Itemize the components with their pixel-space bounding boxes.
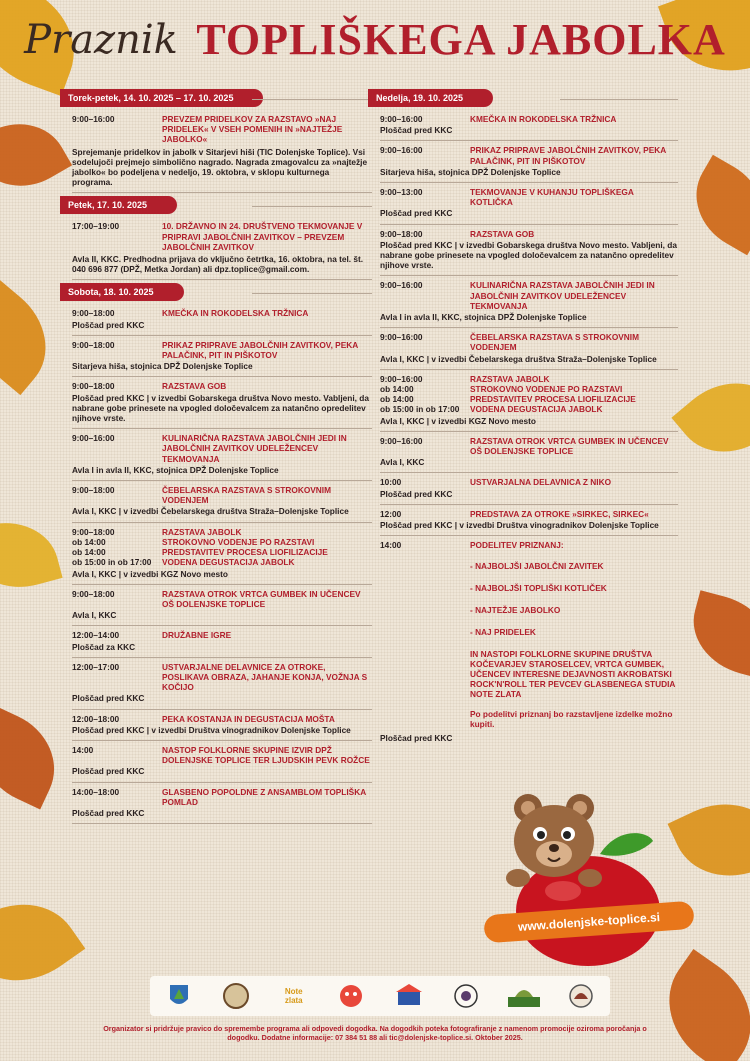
website-badge[interactable]: www.dolenjske-toplice.si xyxy=(483,901,694,944)
event-item xyxy=(380,225,678,277)
event-place: Ploščad pred KKC xyxy=(72,766,145,777)
award-note: Po podelitvi priznanj bo razstavljene izdelke možno kupiti. xyxy=(470,709,673,730)
event-place: Avla I in avla II, KKC, stojnica DPŽ Dolenjske Toplice xyxy=(380,312,587,323)
event-item xyxy=(72,658,372,710)
event-item xyxy=(72,626,372,657)
logo-vinogradniki-icon xyxy=(449,982,483,1010)
event-place: Avla I, KKC | v izvedbi KGZ Novo mesto xyxy=(72,568,228,579)
day-label: Torek-petek, 14. 10. 2025 – 17. 10. 2025 xyxy=(60,89,263,107)
event-time: 9:00–18:00 xyxy=(380,228,423,239)
event-title: RAZSTAVA GOB xyxy=(162,381,227,392)
event-time: 9:00–16:00 xyxy=(380,332,423,343)
event-title: DRUŽABNE IGRE xyxy=(162,630,232,641)
event-time: 14:00–18:00 xyxy=(72,786,120,797)
event-title: RAZSTAVA OTROK VRTCA GUMBEK IN UČENCEV OŠ DOLENJSKE TOPLICE xyxy=(162,588,361,609)
event-place: Sitarjeva hiša, stojnica DPŽ Dolenjske Toplice xyxy=(380,166,561,177)
logo-kgz-icon xyxy=(564,982,598,1010)
event-title: RAZSTAVA OTROK VRTCA GUMBEK IN UČENCEV OŠ DOLENJSKE TOPLICE xyxy=(470,435,669,457)
event-item xyxy=(72,481,372,523)
event-place: Ploščad pred KKC xyxy=(72,319,145,330)
event-item xyxy=(380,328,678,370)
event-place: Ploščad pred KKC | v izvedbi Društva vinogradnikov Dolenjske Toplice xyxy=(380,520,659,531)
event-title: USTVARJALNE DELAVNICE ZA OTROKE, POSLIKAVA OBRAZA, JAHANJE KONJA, VOŽNJA S KOČIJO xyxy=(162,661,368,693)
event-item xyxy=(72,377,372,429)
logo-note-zlata: Note zlata xyxy=(284,987,303,1005)
event-title: KULINARIČNA RAZSTAVA JABOLČNIH JEDI IN JABOLČNIH ZAVITKOV UDELEŽENCEV TEKMOVANJA xyxy=(162,433,347,464)
sponsor-logos xyxy=(150,976,610,1016)
event-time: 9:00–18:00 ob 14:00 ob 14:00 ob 15:00 in ob 17:00 xyxy=(72,526,152,568)
footer-note: Organizator si pridržuje pravico do spremembe programa ali odpovedi dogodka. Na dogodkih poteka fotografiranje z namenom promocije oziroma poročanja o dogodku. Dodatne informacije: 07 384 51 88 ali tic@dolenjske-toplice.si. Oktober 2025. xyxy=(103,1024,647,1042)
day-header xyxy=(68,195,372,217)
event-list xyxy=(72,304,372,824)
event-time: 9:00–18:00 xyxy=(72,588,115,599)
logo-school-icon xyxy=(392,982,426,1010)
event-title: NASTOP FOLKLORNE SKUPINE IZVIR DPŽ DOLENJSKE TOPLICE TER LJUDSKIH PEVK ROŽCE xyxy=(162,744,370,766)
event-place: Avla I, KKC xyxy=(72,610,117,621)
event-place: Avla I, KKC | v izvedbi KGZ Novo mesto xyxy=(380,415,536,426)
event-title: PRIKAZ PRIPRAVE JABOLČNIH ZAVITKOV, PEKA PALAČINK, PIT IN PIŠKOTOV xyxy=(162,339,358,361)
event-item xyxy=(380,276,678,328)
event-time: 12:00–14:00 xyxy=(72,630,120,641)
event-place: Avla I, KKC | v izvedbi Čebelarskega društva Straža–Dolenjske Toplice xyxy=(380,353,657,364)
event-title: TEKMOVANJE V KUHANJU TOPLIŠKEGA KOTLIČKA xyxy=(470,187,634,208)
logo-gobarji-icon xyxy=(507,982,541,1010)
event-time: 14:00 xyxy=(380,540,402,551)
event-title: PREDSTAVA ZA OTROKE »SIRKEC, SIRKEC« xyxy=(470,508,649,519)
event-title: ČEBELARSKA RAZSTAVA S STROKOVNIM VODENJEM xyxy=(162,485,332,506)
event-list xyxy=(380,110,678,536)
event-title: PEKA KOSTANJA IN DEGUSTACIJA MOŠTA xyxy=(162,713,335,724)
event-title: KULINARIČNA RAZSTAVA JABOLČNIH JEDI IN JABOLČNIH ZAVITKOV UDELEŽENCEV TEKMOVANJA xyxy=(470,280,655,311)
event-time: 9:00–18:00 xyxy=(72,381,115,392)
day-header xyxy=(68,282,372,304)
event-title: ČEBELARSKA RAZSTAVA S STROKOVNIM VODENJEM xyxy=(470,332,640,353)
event-time: 12:00 xyxy=(380,508,402,519)
event-time: 17:00–19:00 xyxy=(72,221,120,232)
event-item xyxy=(380,183,678,225)
event-time: 9:00–18:00 xyxy=(72,485,115,496)
awards-list xyxy=(380,561,678,730)
event-time: 9:00–16:00 xyxy=(380,280,423,291)
event-item xyxy=(380,505,678,536)
event-title: KMEČKA IN ROKODELSKA TRŽNICA xyxy=(162,308,309,319)
event-time: 9:00–16:00 xyxy=(380,435,423,446)
event-place: Ploščad pred KKC xyxy=(72,693,145,704)
event-time: 9:00–18:00 xyxy=(72,308,115,319)
event-place: Ploščad pred KKC xyxy=(380,208,453,219)
event-title: RAZSTAVA GOB xyxy=(470,228,535,239)
event-item xyxy=(72,523,372,585)
event-title: PRIKAZ PRIPRAVE JABOLČNIH ZAVITKOV, PEKA PALAČINK, PIT IN PIŠKOTOV xyxy=(470,145,666,166)
event-item xyxy=(72,783,372,825)
event-place: Ploščad pred KKC | v izvedbi Gobarskega društva Novo mesto. Vabljeni, da nabrane gobe prinesete na vpogled določevalcem za natančno opredelitev njihove vrste. xyxy=(72,392,369,424)
event-place: Ploščad za KKC xyxy=(72,641,136,652)
event-place: Ploščad pred KKC xyxy=(380,125,453,136)
event-item xyxy=(72,304,372,335)
event-item xyxy=(380,141,678,183)
event-item xyxy=(72,336,372,378)
event-place: Ploščad pred KKC | v izvedbi Gobarskega društva Novo mesto. Vabljeni, da nabrane gobe prinesete na vpogled določevalcem za natančno opredelitev njihove vrste. xyxy=(380,239,677,271)
event-time: 9:00–16:00 ob 14:00 ob 14:00 ob 15:00 in ob 17:00 xyxy=(380,373,460,415)
event-list xyxy=(72,217,372,280)
title-caps: TOPLIŠKEGA JABOLKA xyxy=(196,15,726,64)
event-description: Sprejemanje pridelkov in jabolk v Sitarjevi hiši (TIC Dolenjske Toplice). Vsi sodelujoči prejmejo simbolično nagrado. Nagrada zmagovalcu za »najtežje jabolko« bo podeljena v nedeljo, 19. oktobra, v sklopu kulturnega programa. xyxy=(72,146,368,188)
event-item xyxy=(72,429,372,481)
event-place: Ploščad pred KKC | v izvedbi Društva vinogradnikov Dolenjske Toplice xyxy=(72,724,351,735)
award-performance: IN NASTOPI FOLKLORNE SKUPINE DRUŠTVA KOČEVARJEV STAROSELCEV, VRTCA GUMBEK, UČENCEV INTERESNE DEJAVNOSTI AKROBATSKI ROCK'N'ROLL TER PEVCEV GLASBENEGA STUDIA NOTE ZLATA xyxy=(470,649,676,700)
award-item: - NAJBOLJŠI TOPLIŠKI KOTLIČEK xyxy=(470,582,607,593)
logo-gumbek-icon xyxy=(334,982,368,1010)
event-item xyxy=(72,741,372,783)
event-time: 10:00 xyxy=(380,477,402,488)
event-place: Avla I, KKC xyxy=(380,457,425,468)
event-item xyxy=(380,370,678,432)
event-item xyxy=(380,432,678,474)
event-time: 12:00–18:00 xyxy=(72,713,120,724)
event-title: USTVARJALNA DELAVNICA Z NIKO xyxy=(470,477,612,488)
event-time: 9:00–16:00 xyxy=(380,114,423,124)
logo-society-icon xyxy=(219,982,253,1010)
event-time: 14:00 xyxy=(72,744,94,755)
event-title: PREVZEM PRIDELKOV ZA RAZSTAVO »NAJ PRIDELEK« V VSEH POMENIH IN »NAJTEŽJE JABOLKO« xyxy=(162,114,343,145)
day-header xyxy=(376,88,678,110)
award-item: - NAJTEŽJE JABOLKO xyxy=(470,604,561,615)
page-title xyxy=(0,14,750,65)
event-title: GLASBENO POPOLDNE Z ANSAMBLOM TOPLIŠKA POMLAD xyxy=(162,786,366,807)
award-item: - NAJ PRIDELEK xyxy=(470,627,536,638)
event-place: Avla I in avla II, KKC, stojnica DPŽ Dolenjske Toplice xyxy=(72,464,279,475)
day-label: Sobota, 18. 10. 2025 xyxy=(60,283,184,301)
event-time: 9:00–18:00 xyxy=(72,339,115,350)
title-script: Praznik xyxy=(24,16,178,63)
event-time: 9:00–16:00 xyxy=(72,433,115,444)
event-time: 12:00–17:00 xyxy=(72,661,120,672)
event-place: Avla I, KKC | v izvedbi Čebelarskega društva Straža–Dolenjske Toplice xyxy=(72,506,349,517)
day-label: Petek, 17. 10. 2025 xyxy=(60,196,177,214)
event-item xyxy=(72,110,372,193)
left-column xyxy=(68,88,372,824)
event-place: Ploščad pred KKC xyxy=(72,807,145,818)
awards-event xyxy=(380,536,678,748)
event-title: RAZSTAVA JABOLK STROKOVNO VODENJE PO RAZSTAVI PREDSTAVITEV PROCESA LIOFILIZACIJE VODENA DEGUSTACIJA JABOLK xyxy=(470,373,636,415)
right-column xyxy=(376,88,678,749)
event-time: 9:00–16:00 xyxy=(72,114,115,124)
event-place: Ploščad pred KKC xyxy=(380,733,453,744)
event-item xyxy=(380,110,678,141)
logo-obcina-icon xyxy=(162,982,196,1010)
event-title: PODELITEV PRIZNANJ: xyxy=(470,540,564,551)
event-time: 9:00–13:00 xyxy=(380,187,423,198)
event-time: 9:00–16:00 xyxy=(380,145,423,156)
event-title: KMEČKA IN ROKODELSKA TRŽNICA xyxy=(470,114,617,124)
event-item xyxy=(380,473,678,504)
day-label: Nedelja, 19. 10. 2025 xyxy=(368,89,493,107)
event-item xyxy=(72,585,372,627)
event-item xyxy=(72,710,372,741)
event-place: Ploščad pred KKC xyxy=(380,488,453,499)
event-list xyxy=(72,110,372,193)
event-title: 10. DRŽAVNO IN 24. DRUŠTVENO TEKMOVANJE V PRIPRAVI JABOLČNIH ZAVITKOV – PREVZEM JABOLČNIH ZAVITKOV xyxy=(162,221,363,252)
event-item xyxy=(72,217,372,280)
event-description: Avla II, KKC. Predhodna prijava do vključno četrtka, 16. oktobra, na tel. št. 040 696 877 (DPŽ, Metka Jordan) ali dpz.toplice@gmail.com. xyxy=(72,254,364,275)
award-item: - NAJBOLJŠI JABOLČNI ZAVITEK xyxy=(470,560,604,571)
day-header xyxy=(68,88,372,110)
event-place: Sitarjeva hiša, stojnica DPŽ Dolenjske Toplice xyxy=(72,361,253,372)
event-title: RAZSTAVA JABOLK STROKOVNO VODENJE PO RAZSTAVI PREDSTAVITEV PROCESA LIOFILIZACIJE VODENA DEGUSTACIJA JABOLK xyxy=(162,526,328,568)
